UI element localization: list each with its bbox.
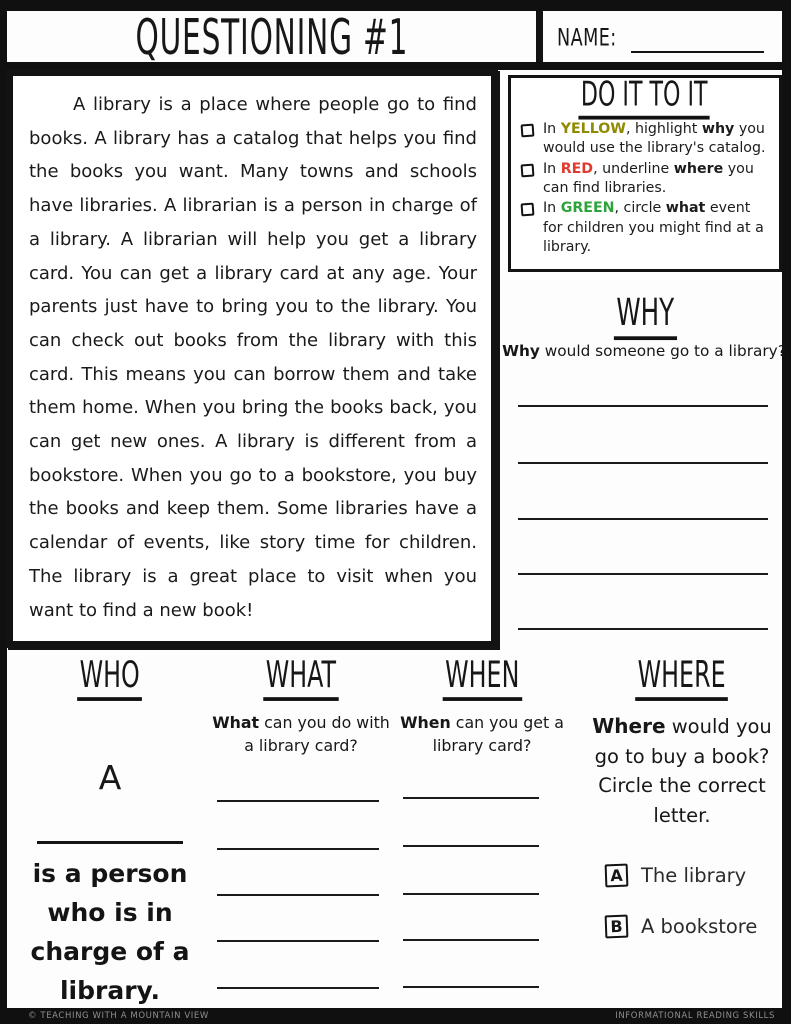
instruction-item-red [517, 160, 771, 199]
what-answer-line[interactable] [217, 987, 379, 989]
where-question [581, 712, 783, 830]
option-b-label: A bookstore [641, 915, 758, 938]
name-cell [543, 11, 782, 62]
when-answer-line[interactable] [403, 797, 539, 799]
instruction-mid: , underline [593, 160, 674, 177]
do-it-heading: DO IT TO IT [578, 75, 710, 119]
color-word-green: GREEN [560, 200, 615, 217]
why-question-rest: would someone go to a library? [539, 342, 786, 360]
checkbox-icon[interactable] [521, 203, 535, 217]
main-area [7, 70, 786, 1008]
who-column [23, 653, 197, 1010]
title-cell [7, 7, 543, 66]
do-it-heading-wrap [517, 75, 771, 120]
where-question-bold: Where [592, 714, 666, 738]
why-answer-line[interactable] [518, 518, 768, 520]
why-answer-line[interactable] [518, 462, 768, 464]
keyword-what: what [665, 200, 706, 217]
page-title: QUESTIONING #1 [135, 7, 408, 66]
checkbox-icon[interactable] [521, 163, 535, 177]
name-label: NAME: [557, 22, 617, 51]
instruction-text [543, 120, 771, 159]
who-statement [23, 854, 197, 1010]
where-column [581, 653, 783, 966]
who-statement-lead: is a person [32, 859, 188, 888]
instruction-post: you can find libraries. [543, 160, 754, 196]
when-column [393, 653, 571, 758]
where-heading: WHERE [636, 653, 729, 701]
why-answer-line[interactable] [518, 628, 768, 630]
who-heading: WHO [77, 653, 142, 701]
instruction-text [543, 199, 771, 257]
do-it-to-it-box [508, 75, 782, 272]
what-question-bold: What [212, 713, 260, 732]
when-question-rest: can you get a library card? [432, 713, 564, 755]
instruction-item-green [517, 199, 771, 257]
color-word-yellow: YELLOW [560, 121, 626, 137]
instruction-item-yellow [517, 120, 771, 159]
option-b-letter-box[interactable]: B [605, 915, 629, 939]
header [7, 7, 782, 66]
when-question-bold: When [400, 713, 451, 732]
when-heading: WHEN [442, 653, 521, 701]
what-answer-line[interactable] [217, 848, 379, 850]
instruction-text [543, 160, 771, 199]
option-a[interactable] [605, 864, 783, 887]
when-answer-line[interactable] [403, 845, 539, 847]
why-heading-wrap [508, 290, 782, 336]
instruction-pre: In [543, 200, 561, 217]
instruction-pre: In [543, 160, 561, 177]
who-article: A [98, 758, 122, 797]
what-answer-line[interactable] [217, 940, 379, 942]
when-answer-line[interactable] [403, 986, 539, 988]
when-question [393, 712, 571, 758]
who-statement-tail: is in charge of a library. [30, 898, 190, 1005]
what-heading: WHAT [263, 653, 338, 701]
what-column [205, 653, 397, 758]
passage-text: A library is a place where people go to find books. A library has a catalog that helps you find the books you want. Many towns and schools have libraries. A librarian is a person in charge of a library. A librarian will help you get a library card. You can get a library card at any age. Your parents just have to bring you to the library. You can check out books from the library with this card. This means you can borrow them and take them home. When you bring the books back, you can get new ones. A library is different from a bookstore. When you go to a bookstore, you buy the books and keep them. Some libraries have a calendar of events, like story time for children. The library is a great place to visit when you want to find a new book! [29, 94, 477, 621]
footer-credit: © TEACHING WITH A MOUNTAIN VIEW [28, 1011, 209, 1021]
what-question [205, 712, 397, 758]
when-answer-line[interactable] [403, 939, 539, 941]
where-options [581, 864, 783, 938]
what-answer-line[interactable] [217, 894, 379, 896]
what-answer-line[interactable] [217, 800, 379, 802]
footer-series-label: INFORMATIONAL READING SKILLS [615, 1011, 775, 1021]
why-question [499, 342, 789, 360]
checkbox-icon[interactable] [521, 124, 535, 138]
color-word-red: RED [560, 160, 594, 177]
why-answer-line[interactable] [518, 405, 768, 407]
who-statement-bold: who [47, 898, 106, 927]
keyword-why: why [701, 121, 735, 137]
option-a-label: The library [641, 864, 747, 887]
instruction-post: event for children you might find at a library. [543, 200, 764, 255]
instruction-mid: , highlight [625, 121, 702, 137]
instruction-post: you would use the library's catalog. [543, 121, 766, 157]
why-question-bold: Why [502, 342, 540, 360]
keyword-where: where [673, 160, 724, 177]
why-heading: WHY [614, 291, 677, 340]
why-answer-line[interactable] [518, 573, 768, 575]
option-a-letter-box[interactable]: A [605, 864, 629, 888]
option-b[interactable] [605, 915, 783, 938]
who-answer-line[interactable] [37, 841, 183, 844]
passage-box [6, 69, 498, 648]
name-write-line[interactable] [631, 21, 764, 53]
instruction-mid: , circle [614, 200, 666, 217]
when-answer-line[interactable] [403, 893, 539, 895]
what-question-rest: can you do with a library card? [244, 713, 390, 755]
where-question-rest: would you go to buy a book? Circle the correct letter. [594, 715, 772, 827]
instruction-pre: In [543, 121, 561, 137]
